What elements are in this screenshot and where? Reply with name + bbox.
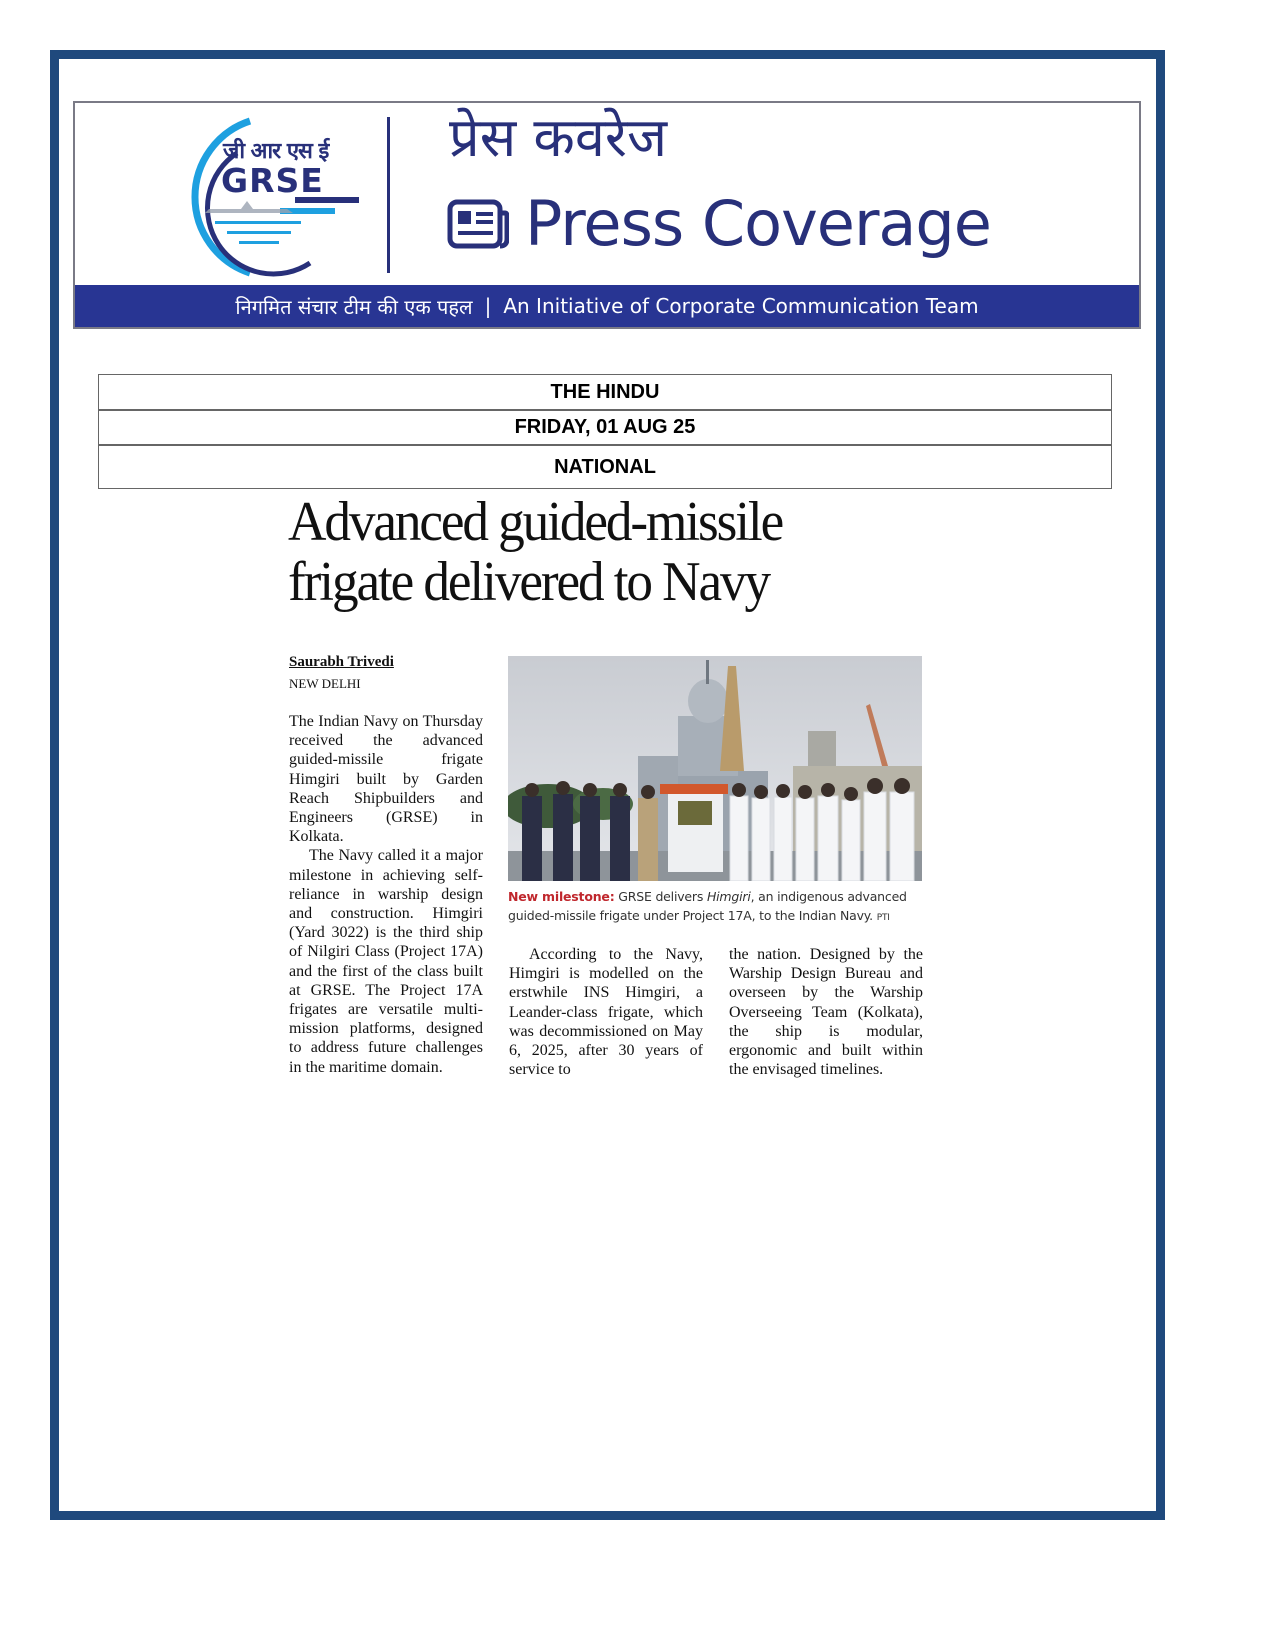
- title-hindi: प्रेस कवरेज: [449, 106, 668, 169]
- caption-lead: New milestone:: [508, 889, 615, 904]
- headline-line-1: Advanced guided-missile: [288, 491, 783, 553]
- author-byline: Saurabh Trivedi: [289, 654, 394, 670]
- article-column-3: [729, 945, 923, 1079]
- publication-section: NATIONAL: [554, 456, 656, 478]
- title-english: Press Coverage: [525, 187, 991, 260]
- article-column-1: [289, 712, 483, 1077]
- logo-grse-text: GRSE: [221, 161, 324, 200]
- frigate-ceremony-photo-icon: [508, 656, 922, 881]
- band-english-text: An Initiative of Corporate Communication Team: [503, 294, 979, 318]
- dateline: NEW DELHI: [289, 676, 361, 691]
- logo-hindi-text: जी आर एस ई: [223, 139, 329, 164]
- header-divider: [387, 117, 390, 273]
- paragraph: The Navy called it a major milestone in achieving self-reliance in warship design and construction. Himgiri (Yard 3022) is the third ship of Nilgiri Class (Project 17A) and the first of the class built at GRSE. The Project 17A frigates are versatile multi-mission platforms, designed to address future challenges in the maritime domain.: [289, 847, 483, 1076]
- publication-name: THE HINDU: [99, 375, 1111, 411]
- article-headline: [288, 492, 896, 612]
- initiative-band: [75, 285, 1139, 327]
- caption-text-b: , an indigenous advanced guided-missile frigate under Project 17A, to the Indian Navy.: [508, 889, 907, 923]
- band-hindi-text: निगमित संचार टीम की एक पहल: [235, 294, 473, 319]
- publication-date: FRIDAY, 01 AUG 25: [99, 411, 1111, 446]
- press-coverage-banner: [73, 101, 1141, 329]
- article-column-2: [509, 945, 703, 1079]
- photo-credit: PTI: [876, 913, 890, 923]
- caption-text-a: GRSE delivers: [614, 889, 707, 904]
- paragraph: The Indian Navy on Thursday received the advanced guided-missile frigate Himgiri built by Garden Reach Shipbuilders and Engineers (GRSE) in Kolkata.: [289, 713, 483, 846]
- headline-line-2: frigate delivered to Navy: [288, 551, 770, 613]
- photo-caption: [508, 887, 928, 928]
- paragraph: According to the Navy, Himgiri is modelled on the erstwhile INS Himgiri, a Leander-class frigate, which was decommissioned on May 6, 2025, after 30 years of service to: [509, 946, 703, 1079]
- title-english-row: [447, 187, 991, 260]
- paragraph: the nation. Designed by the Warship Design Bureau and overseen by the Warship Overseeing Team (Kolkata), the ship is modular, ergonomic and built within the envisaged timelines.: [729, 946, 923, 1079]
- newspaper-icon: [447, 199, 509, 249]
- article-photo: [508, 656, 922, 881]
- band-separator: |: [484, 294, 492, 318]
- publication-meta-table: [98, 374, 1112, 489]
- grse-logo: [175, 113, 365, 281]
- caption-ship-name: Himgiri: [706, 889, 751, 904]
